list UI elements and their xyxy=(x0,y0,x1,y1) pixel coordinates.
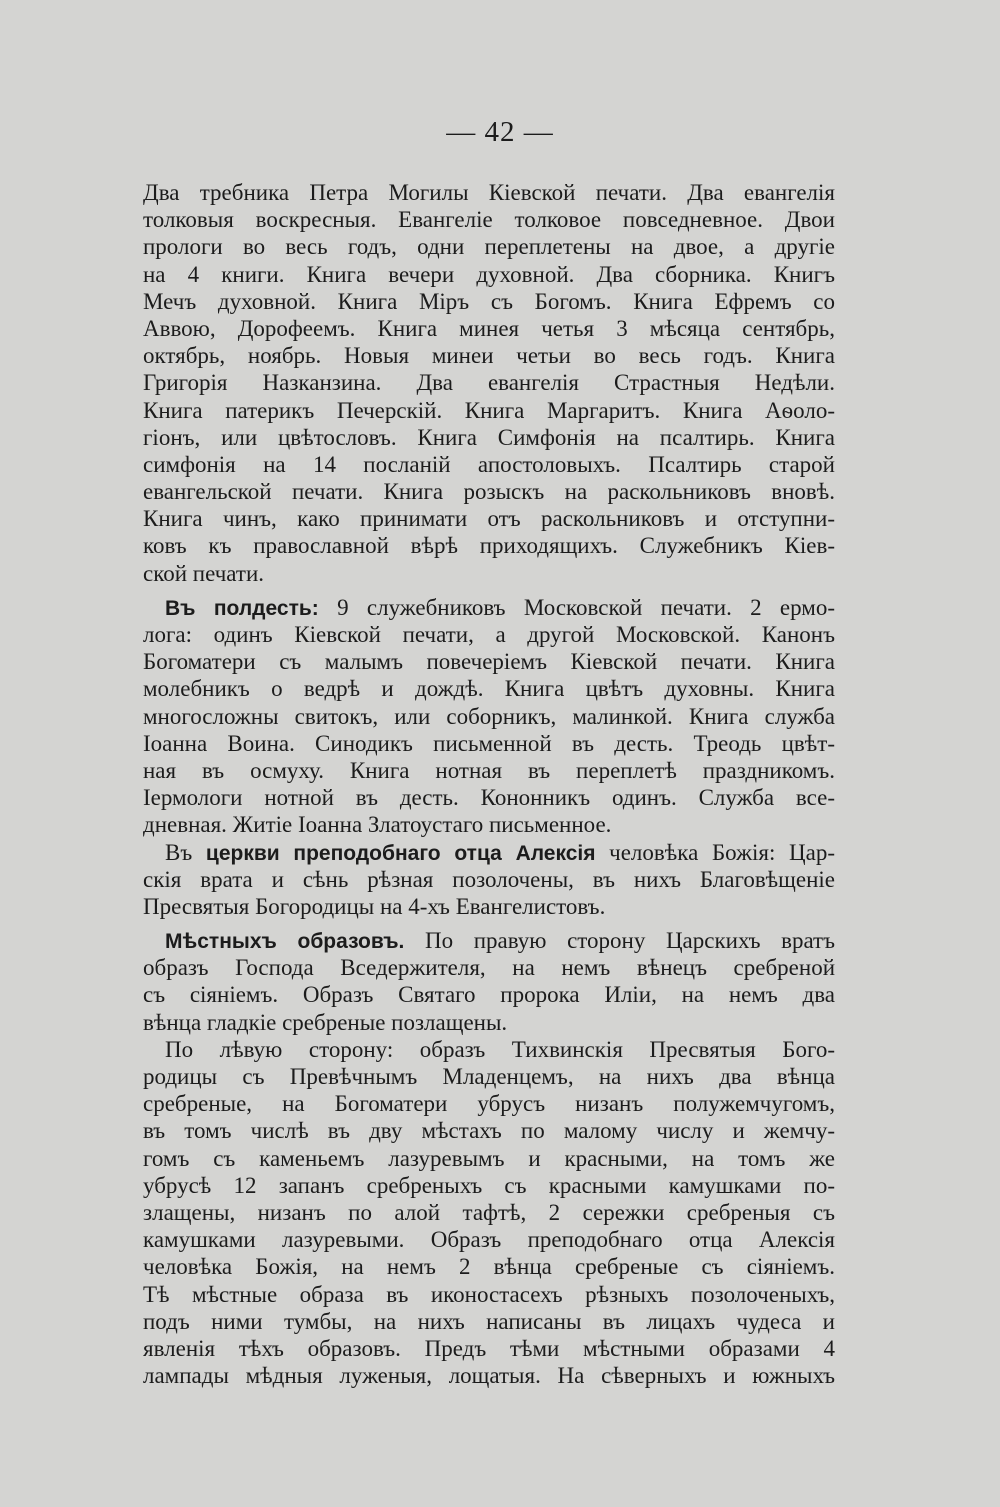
text-line: Мечъ духовной. Книга Міръ съ Богомъ. Книга Ефремъ со xyxy=(143,288,835,314)
text-line: ная въ осмуху. Книга нотная въ переплетѣ праздникомъ. xyxy=(143,757,835,783)
text-line: Аввою, Дорофеемъ. Книга минея четья 3 мѣсяца сентябрь, xyxy=(143,315,835,341)
text-line: симфонія на 14 посланій апостоловыхъ. Псалтирь старой xyxy=(143,451,835,477)
text-line: прологи во весь годъ, одни переплетены на двое, а другіе xyxy=(143,234,835,260)
section-heading: церкви преподобнаго отца Алексія xyxy=(205,841,596,865)
paragraph xyxy=(143,1036,835,1389)
text-line: ковъ къ православной вѣрѣ приходящихъ. Служебникъ Кіев- xyxy=(143,533,835,559)
paragraph xyxy=(143,179,835,587)
text-line: лога: одинъ Кіевской печати, а другой Московской. Канонъ xyxy=(143,622,835,647)
text-run: По правую сторону Царскихъ вратъ xyxy=(404,928,835,954)
text-line: октябрь, ноябрь. Новыя минеи четьи во весь годъ. Книга xyxy=(143,343,835,369)
text-line xyxy=(143,594,835,621)
text-line: въ томъ числѣ въ дву мѣстахъ по малому числу и жемчу- xyxy=(143,1118,835,1144)
text-line: образъ Господа Вседержителя, на немъ вѣнецъ сребреной xyxy=(143,955,835,981)
text-line: на 4 книги. Книга вечери духовной. Два сборника. Книгъ xyxy=(143,261,835,287)
text-line: гіонъ, или цвѣтословъ. Книга Симфонія на псалтирь. Книга xyxy=(143,424,835,450)
text-line: толковыя воскресныя. Евангеліе толковое повседневное. Двои xyxy=(143,207,835,233)
text-line: ской печати. xyxy=(143,560,265,586)
text-line: Пресвятыя Богородицы на 4-хъ Евангелистовъ. xyxy=(143,893,606,919)
text-run: Въ xyxy=(165,839,206,865)
body-text xyxy=(143,179,835,1389)
text-line: явленія тѣхъ образовъ. Предъ тѣми мѣстными образами 4 xyxy=(143,1335,835,1361)
text-line: молебникъ о ведрѣ и дождѣ. Книга цвѣтъ духовны. Книга xyxy=(143,676,835,702)
text-line: подъ ними тумбы, на нихъ написаны въ лицахъ чудеса и xyxy=(143,1308,835,1334)
text-run: 9 служебниковъ Московской печати. 2 ермо- xyxy=(318,594,835,620)
text-line: убрусѣ 12 запанъ сребреныхъ съ красными камушками по- xyxy=(143,1172,835,1198)
text-line: Іермологи нотной въ десть. Кононникъ одинъ. Служба все- xyxy=(143,785,835,811)
text-line: Григорія Назканзина. Два евангелія Страстныя Недѣли. xyxy=(143,370,835,396)
text-line: гомъ съ каменьемъ лазуревымъ и красными, на томъ же xyxy=(143,1145,835,1171)
text-line: Тѣ мѣстные образа въ иконостасехъ рѣзныхъ позолоченыхъ, xyxy=(143,1281,835,1307)
text-line: злащены, низанъ по алой тафтѣ, 2 сережки сребреныя съ xyxy=(143,1199,835,1225)
text-line: многосложны свитокъ, или соборникъ, малинкой. Книга служба xyxy=(143,703,835,729)
text-line: скія врата и сѣнь рѣзная позолочены, въ нихъ Благовѣщеніе xyxy=(143,866,835,892)
text-line: камушками лазуревыми. Образъ преподобнаго отца Алексія xyxy=(143,1227,835,1253)
page-number: — 42 — xyxy=(446,116,554,148)
text-line xyxy=(143,927,835,954)
paragraph xyxy=(143,594,835,839)
text-line: человѣка Божія, на немъ 2 вѣнца сребреные съ сіяніемъ. xyxy=(143,1254,835,1280)
text-line: евангельской печати. Книга розыскъ на раскольниковъ вновѣ. xyxy=(143,479,835,505)
paragraph xyxy=(143,927,835,1036)
text-line: съ сіяніемъ. Образъ Святаго пророка Иліи, на немъ два xyxy=(143,982,835,1008)
paragraph xyxy=(143,839,835,921)
section-heading: Въ полдесть: xyxy=(165,596,319,620)
text-run: человѣка Божія: Цар- xyxy=(595,839,835,865)
text-line: Книга чинъ, како принимати отъ раскольниковъ и отступни- xyxy=(143,506,835,532)
text-line: Книга патерикъ Печерскій. Книга Маргаритъ. Книга Аѳоло- xyxy=(143,397,835,423)
text-line xyxy=(143,839,835,866)
text-line: По лѣвую сторону: образъ Тихвинскія Пресвятыя Бого- xyxy=(165,1036,835,1062)
text-line: лампады мѣдныя луженыя, лощатыя. На сѣверныхъ и южныхъ xyxy=(143,1363,835,1389)
text-line: Іоанна Воина. Синодикъ письменной въ десть. Треодь цвѣт- xyxy=(143,730,835,756)
text-line: вѣнца гладкіе сребреные позлащены. xyxy=(143,1009,508,1035)
text-line: Два требника Петра Могилы Кіевской печати. Два евангелія xyxy=(143,180,835,205)
text-line: сребреные, на Богоматери убрусъ низанъ полужемчугомъ, xyxy=(143,1091,835,1117)
text-line: дневная. Житіе Іоанна Златоустаго письменное. xyxy=(143,812,612,838)
text-line: Богоматери съ малымъ повечеріемъ Кіевской печати. Книга xyxy=(143,649,835,675)
section-heading: Мѣстныхъ образовъ. xyxy=(165,930,405,954)
text-line: родицы съ Превѣчнымъ Младенцемъ, на нихъ два вѣнца xyxy=(143,1064,835,1089)
